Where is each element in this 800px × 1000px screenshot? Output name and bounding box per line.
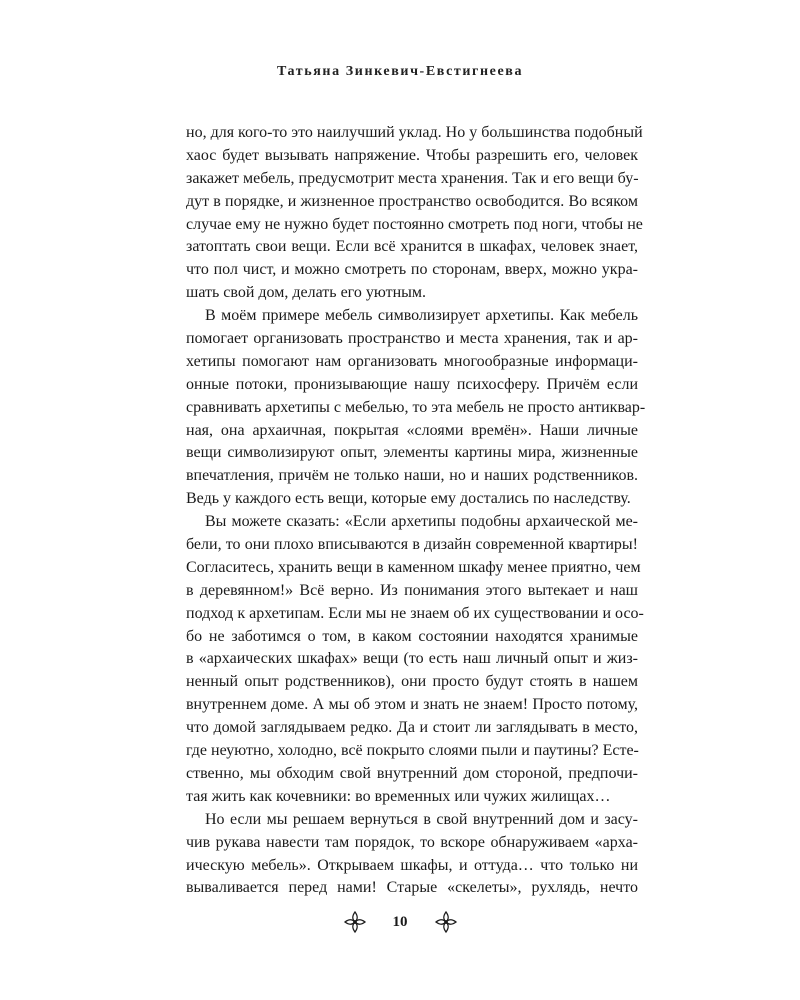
paragraph-start-line: Но если мы решаем вернуться в свой внутренний дом и засу- (205, 810, 638, 828)
text-line: затоптать свои вещи. Если всё хранится в шкафах, человек знает, (186, 238, 638, 256)
paragraph-start-line: Вы можете сказать: «Если архетипы подобны архаической ме- (205, 513, 638, 531)
text-line: в деревянном!» Всё верно. Из понимания этого вытекает и наш (186, 581, 638, 599)
text-line: вываливается перед нами! Старые «скелеты», рухлядь, нечто (186, 879, 638, 897)
text-line: в «архаических шкафах» вещи (то есть наш личный опыт и жиз- (186, 650, 638, 668)
page-number: 10 (392, 913, 408, 930)
text-line: где неуютно, холодно, всё покрыто слоями пыли и паутины? Есте- (186, 742, 639, 760)
text-line: хаос будет вызывать напряжение. Чтобы разрешить его, человек (186, 146, 638, 164)
text-line: подход к архетипам. Если мы не знаем об их существовании и осо- (186, 604, 644, 622)
fleuron-ornament-icon (343, 910, 367, 934)
text-line: дут в порядке, и жизненное пространство освободится. Во всяком (186, 192, 638, 210)
text-line: Согласитесь, хранить вещи в каменном шкафу менее приятно, чем (186, 558, 641, 576)
running-head: Татьяна Зинкевич-Евстигнеева (276, 64, 524, 79)
text-line: что домой заглядываем редко. Да и стоит ли заглядывать в место, (186, 719, 638, 737)
text-line: ическую мебель». Открываем шкафы, и оттуда… что только ни (186, 856, 638, 874)
text-line: но, для кого-то это наилучший уклад. Но у большинства подобный (186, 124, 643, 141)
body-text (186, 122, 646, 900)
text-line: что пол чист, и можно смотреть по сторонам, вверх, можно укра- (186, 261, 638, 279)
text-line: ненный опыт родственников), они просто будут стоять в нашем (186, 673, 638, 691)
text-line: бели, то они плохо вписываются в дизайн современной квартиры! (186, 536, 638, 554)
text-line: ная, она архаичная, покрытая «слоями времён». Наши личные (186, 421, 638, 439)
text-line: впечатления, причём не только наши, но и наших родственников. (186, 467, 638, 485)
text-line: закажет мебель, предусмотрит места хранения. Так и его вещи бу- (186, 169, 639, 187)
text-line: хетипы помогают нам организовать многообразные информаци- (186, 352, 638, 370)
text-line: онные потоки, пронизывающие нашу психосферу. Причём если (186, 375, 638, 393)
text-line: помогает организовать пространство и места хранения, так и ар- (186, 330, 638, 348)
page-footer (0, 906, 800, 938)
text-line: ственно, мы обходим свой внутренний дом стороной, предпочи- (186, 764, 638, 782)
text-line: внутреннем доме. А мы об этом и знать не знаем! Просто потому, (186, 696, 638, 714)
text-line: тая жить как кочевники: во временных или чужих жилищах… (186, 787, 611, 805)
text-line: Ведь у каждого есть вещи, которые ему достались по наследству. (186, 490, 631, 508)
text-line: бо не заботимся о том, в каком состоянии находятся хранимые (186, 627, 638, 645)
text-line: шать свой дом, делать его уютным. (186, 284, 427, 302)
fleuron-ornament-icon (434, 910, 458, 934)
paragraph-start-line: В моём примере мебель символизирует архетипы. Как мебель (205, 307, 638, 325)
text-line: случае ему не нужно будет постоянно смотреть под ноги, чтобы не (186, 215, 643, 233)
text-line: чив рукава навести там порядок, то вскоре обнаруживаем «арха- (186, 833, 638, 851)
text-line: вещи символизируют опыт, элементы картины мира, жизненные (186, 444, 638, 462)
text-line: сравнивать архетипы с мебелью, то эта мебель не просто антиквар- (186, 398, 646, 416)
